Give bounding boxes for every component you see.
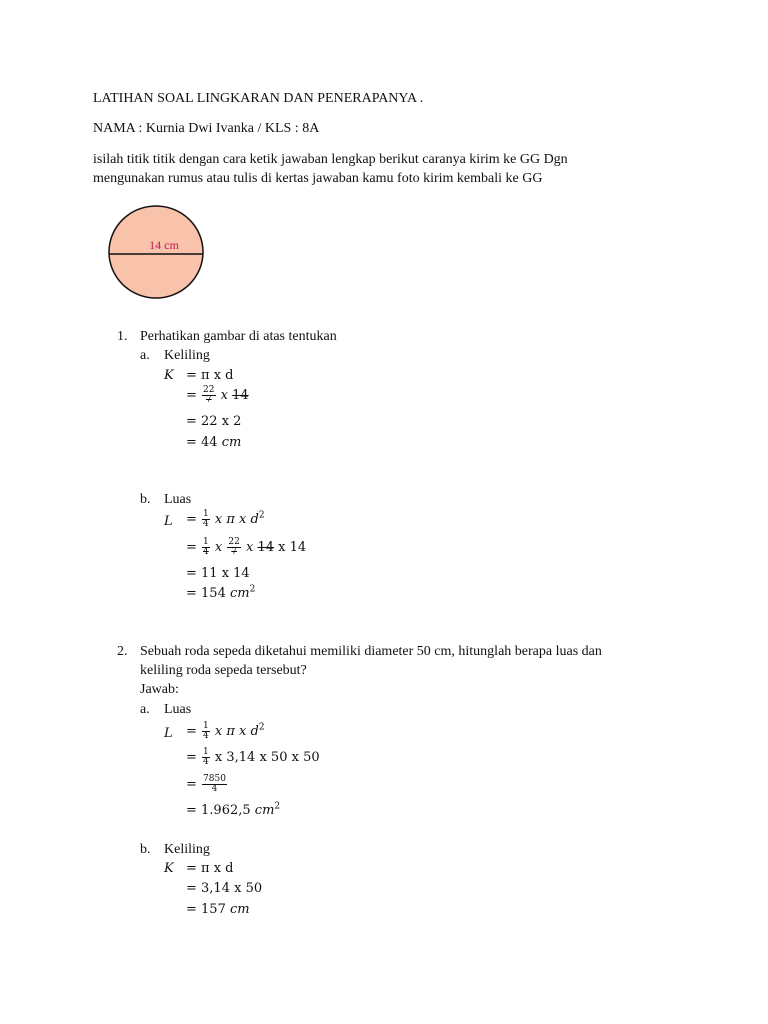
student-name-class: NAMA : Kurnia Dwi Ivanka / KLS : 8A [93,121,320,136]
q1b-line1: = $\frac{1}{4}$ x π x $d^2$ [186,509,265,529]
q2a-line3: = $\frac{7850}{4}$ [186,774,226,794]
q1-number: 1. [117,329,128,344]
q1a-var: K [164,368,174,383]
q2a-letter: a. [140,702,150,717]
q1a-letter: a. [140,348,150,363]
q1a-line2: = $\frac{22}{7}$ x 14 [186,385,249,405]
q2-number: 2. [117,644,128,659]
q1-text: Perhatikan gambar di atas tentukan [140,329,337,344]
q2a-line1: = $\frac{1}{4}$ x π x $d^2$ [186,721,265,741]
q1a-line4: = 44 cm [186,435,242,450]
diameter-label: 14 cm [149,238,179,252]
q2a-var: L [164,726,173,741]
instruction-line-1: isilah titik titik dengan cara ketik jawaban lengkap berikut caranya kirim ke GG Dgn [93,152,568,167]
q2-text-line2: keliling roda sepeda tersebut? [140,663,307,678]
q2b-line2: = 3,14 x 50 [186,881,263,896]
q2b-label: Keliling [164,842,210,857]
q2b-line3: = 157 cm [186,902,250,917]
q2-jawab: Jawab: [140,682,179,697]
q2a-line4: = 1.962,5 $cm^2$ [186,801,281,818]
q2b-line1: = π x d [186,861,234,876]
q1a-line1: = π x d [186,368,234,383]
circle-shape [109,206,203,298]
q2b-letter: b. [140,842,151,857]
instruction-line-2: mengunakan rumus atau tulis di kertas jawaban kamu foto kirim kembali ke GG [93,171,543,186]
q1b-var: L [164,514,173,529]
q2-text-line1: Sebuah roda sepeda diketahui memiliki diameter 50 cm, hitunglah berapa luas dan [140,644,602,659]
q2a-label: Luas [164,702,192,717]
q1b-label: Luas [164,492,192,507]
q2a-line2: = $\frac{1}{4}$ x 3,14 x 50 x 50 [186,747,320,767]
circle-figure [106,204,206,300]
q1a-line3: = 22 x 2 [186,414,242,429]
q1b-line3: = 11 x 14 [186,566,250,581]
q2b-var: K [164,861,174,876]
q1b-letter: b. [140,492,151,507]
q1b-line2: = $\frac{1}{4}$ x $\frac{22}{7}$ x 14 x 14 [186,537,307,557]
q1a-label: Keliling [164,348,210,363]
q1b-line4: = 154 $cm^2$ [186,584,256,601]
worksheet-title: LATIHAN SOAL LINGKARAN DAN PENERAPANYA . [93,91,424,106]
